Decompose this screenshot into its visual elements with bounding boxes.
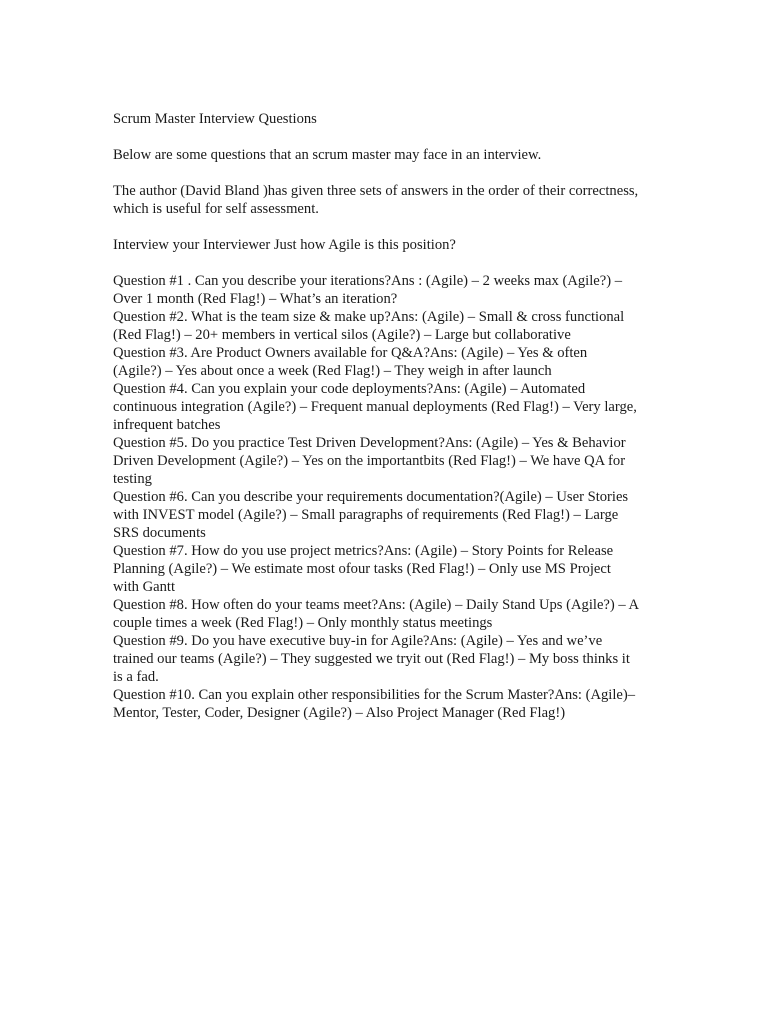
- question-line: Mentor, Tester, Coder, Designer (Agile?) – Also Project Manager (Red Flag!): [113, 705, 566, 721]
- question-line: SRS documents: [113, 525, 206, 541]
- document-title: Scrum Master Interview Questions: [113, 111, 317, 127]
- question-line: Question #4. Can you explain your code deployments?Ans: (Agile) – Automated: [113, 381, 586, 397]
- question-line: Question #6. Can you describe your requirements documentation?(Agile) – User Stories: [113, 489, 629, 505]
- document-page: [113, 110, 673, 722]
- question-line: (Red Flag!) – 20+ members in vertical silos (Agile?) – Large but collaborative: [113, 327, 571, 343]
- question-line: Question #1 . Can you describe your iterations?Ans : (Agile) – 2 weeks max (Agile?) –: [113, 273, 623, 289]
- question-line: is a fad.: [113, 669, 159, 685]
- question-line: with INVEST model (Agile?) – Small paragraphs of requirements (Red Flag!) – Large: [113, 507, 619, 523]
- questions-block: [113, 272, 673, 722]
- question-line: continuous integration (Agile?) – Frequent manual deployments (Red Flag!) – Very large,: [113, 399, 637, 415]
- question-line: Over 1 month (Red Flag!) – What’s an iteration?: [113, 291, 398, 307]
- question-line: Question #3. Are Product Owners available for Q&A?Ans: (Agile) – Yes & often: [113, 345, 588, 361]
- question-line: testing: [113, 471, 152, 487]
- question-line: couple times a week (Red Flag!) – Only monthly status meetings: [113, 615, 493, 631]
- question-line: Question #10. Can you explain other responsibilities for the Scrum Master?Ans: (Agile)–: [113, 687, 636, 703]
- intro-paragraph: Below are some questions that an scrum master may face in an interview.: [113, 147, 542, 163]
- author-note-line: which is useful for self assessment.: [113, 201, 319, 217]
- question-line: with Gantt: [113, 579, 176, 595]
- question-line: (Agile?) – Yes about once a week (Red Flag!) – They weigh in after launch: [113, 363, 552, 379]
- question-line: Question #5. Do you practice Test Driven Development?Ans: (Agile) – Yes & Behavior: [113, 435, 626, 451]
- question-line: infrequent batches: [113, 417, 221, 433]
- question-line: Question #8. How often do your teams meet?Ans: (Agile) – Daily Stand Ups (Agile?) – A: [113, 597, 640, 613]
- question-line: Question #9. Do you have executive buy-in for Agile?Ans: (Agile) – Yes and we’ve: [113, 633, 603, 649]
- question-line: Question #2. What is the team size & make up?Ans: (Agile) – Small & cross functional: [113, 309, 625, 325]
- author-note-paragraph: [113, 182, 673, 218]
- question-line: Planning (Agile?) – We estimate most ofour tasks (Red Flag!) – Only use MS Project: [113, 561, 611, 577]
- subheading: Interview your Interviewer Just how Agile is this position?: [113, 237, 456, 253]
- question-line: Driven Development (Agile?) – Yes on the importantbits (Red Flag!) – We have QA for: [113, 453, 626, 469]
- author-note-line: The author (David Bland )has given three sets of answers in the order of their correctness,: [113, 183, 639, 199]
- question-line: Question #7. How do you use project metrics?Ans: (Agile) – Story Points for Release: [113, 543, 614, 559]
- question-line: trained our teams (Agile?) – They suggested we tryit out (Red Flag!) – My boss thinks it: [113, 651, 630, 667]
